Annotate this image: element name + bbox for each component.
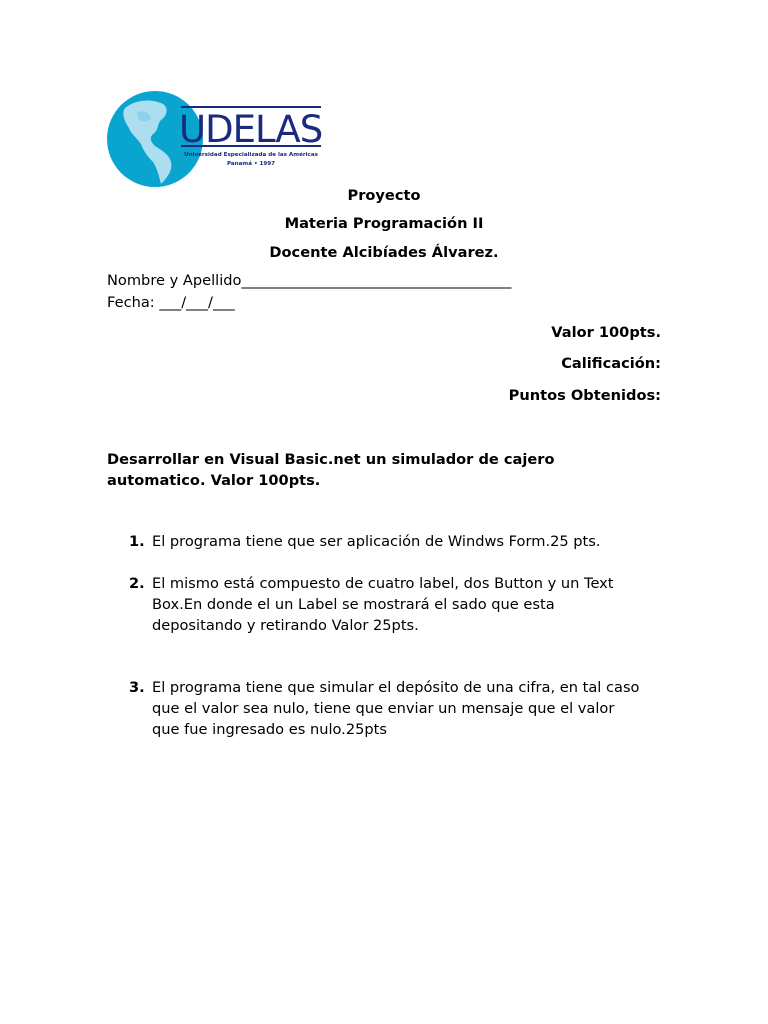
grade-label: Calificación:	[561, 355, 661, 372]
list-item-number: 2.	[129, 575, 145, 592]
list-item	[107, 677, 647, 740]
teacher-line: Docente Alcibíades Álvarez.	[269, 244, 499, 261]
value-label: Valor 100pts.	[551, 324, 661, 341]
logo-name: UDELAS	[179, 108, 323, 151]
udelas-logo	[107, 90, 323, 188]
list-item-text: El programa tiene que ser aplicación de Windws Form.25 pts.	[152, 533, 601, 550]
date-field: Fecha: ___/___/___	[107, 294, 235, 311]
list-item	[107, 573, 647, 636]
logo-subtitle: Universidad Especializada de las Américas	[184, 152, 318, 158]
logo-place-year: Panamá • 1997	[226, 161, 276, 167]
list-item-number: 3.	[129, 679, 145, 696]
assignment-intro: Desarrollar en Visual Basic.net un simulador de cajero automatico. Valor 100pts.	[107, 451, 555, 489]
udelas-globe-icon	[107, 90, 323, 188]
list-item-number: 1.	[129, 533, 145, 550]
document-title: Proyecto	[347, 187, 421, 204]
student-name-field: Nombre y Apellido_____________________________________	[107, 272, 512, 289]
list-item	[107, 531, 647, 552]
list-item-text: El programa tiene que simular el depósito de una cifra, en tal caso que el valor sea nulo, tiene que enviar un mensaje que el valor que fue ingresado es nulo.25pts	[152, 679, 640, 738]
subject-line: Materia Programación II	[284, 215, 484, 232]
points-label: Puntos Obtenidos:	[508, 387, 661, 404]
list-item-text: El mismo está compuesto de cuatro label, dos Button y un Text Box.En donde el un Label se mostrará el sado que esta depositando y retirando Valor 25pts.	[152, 575, 614, 634]
